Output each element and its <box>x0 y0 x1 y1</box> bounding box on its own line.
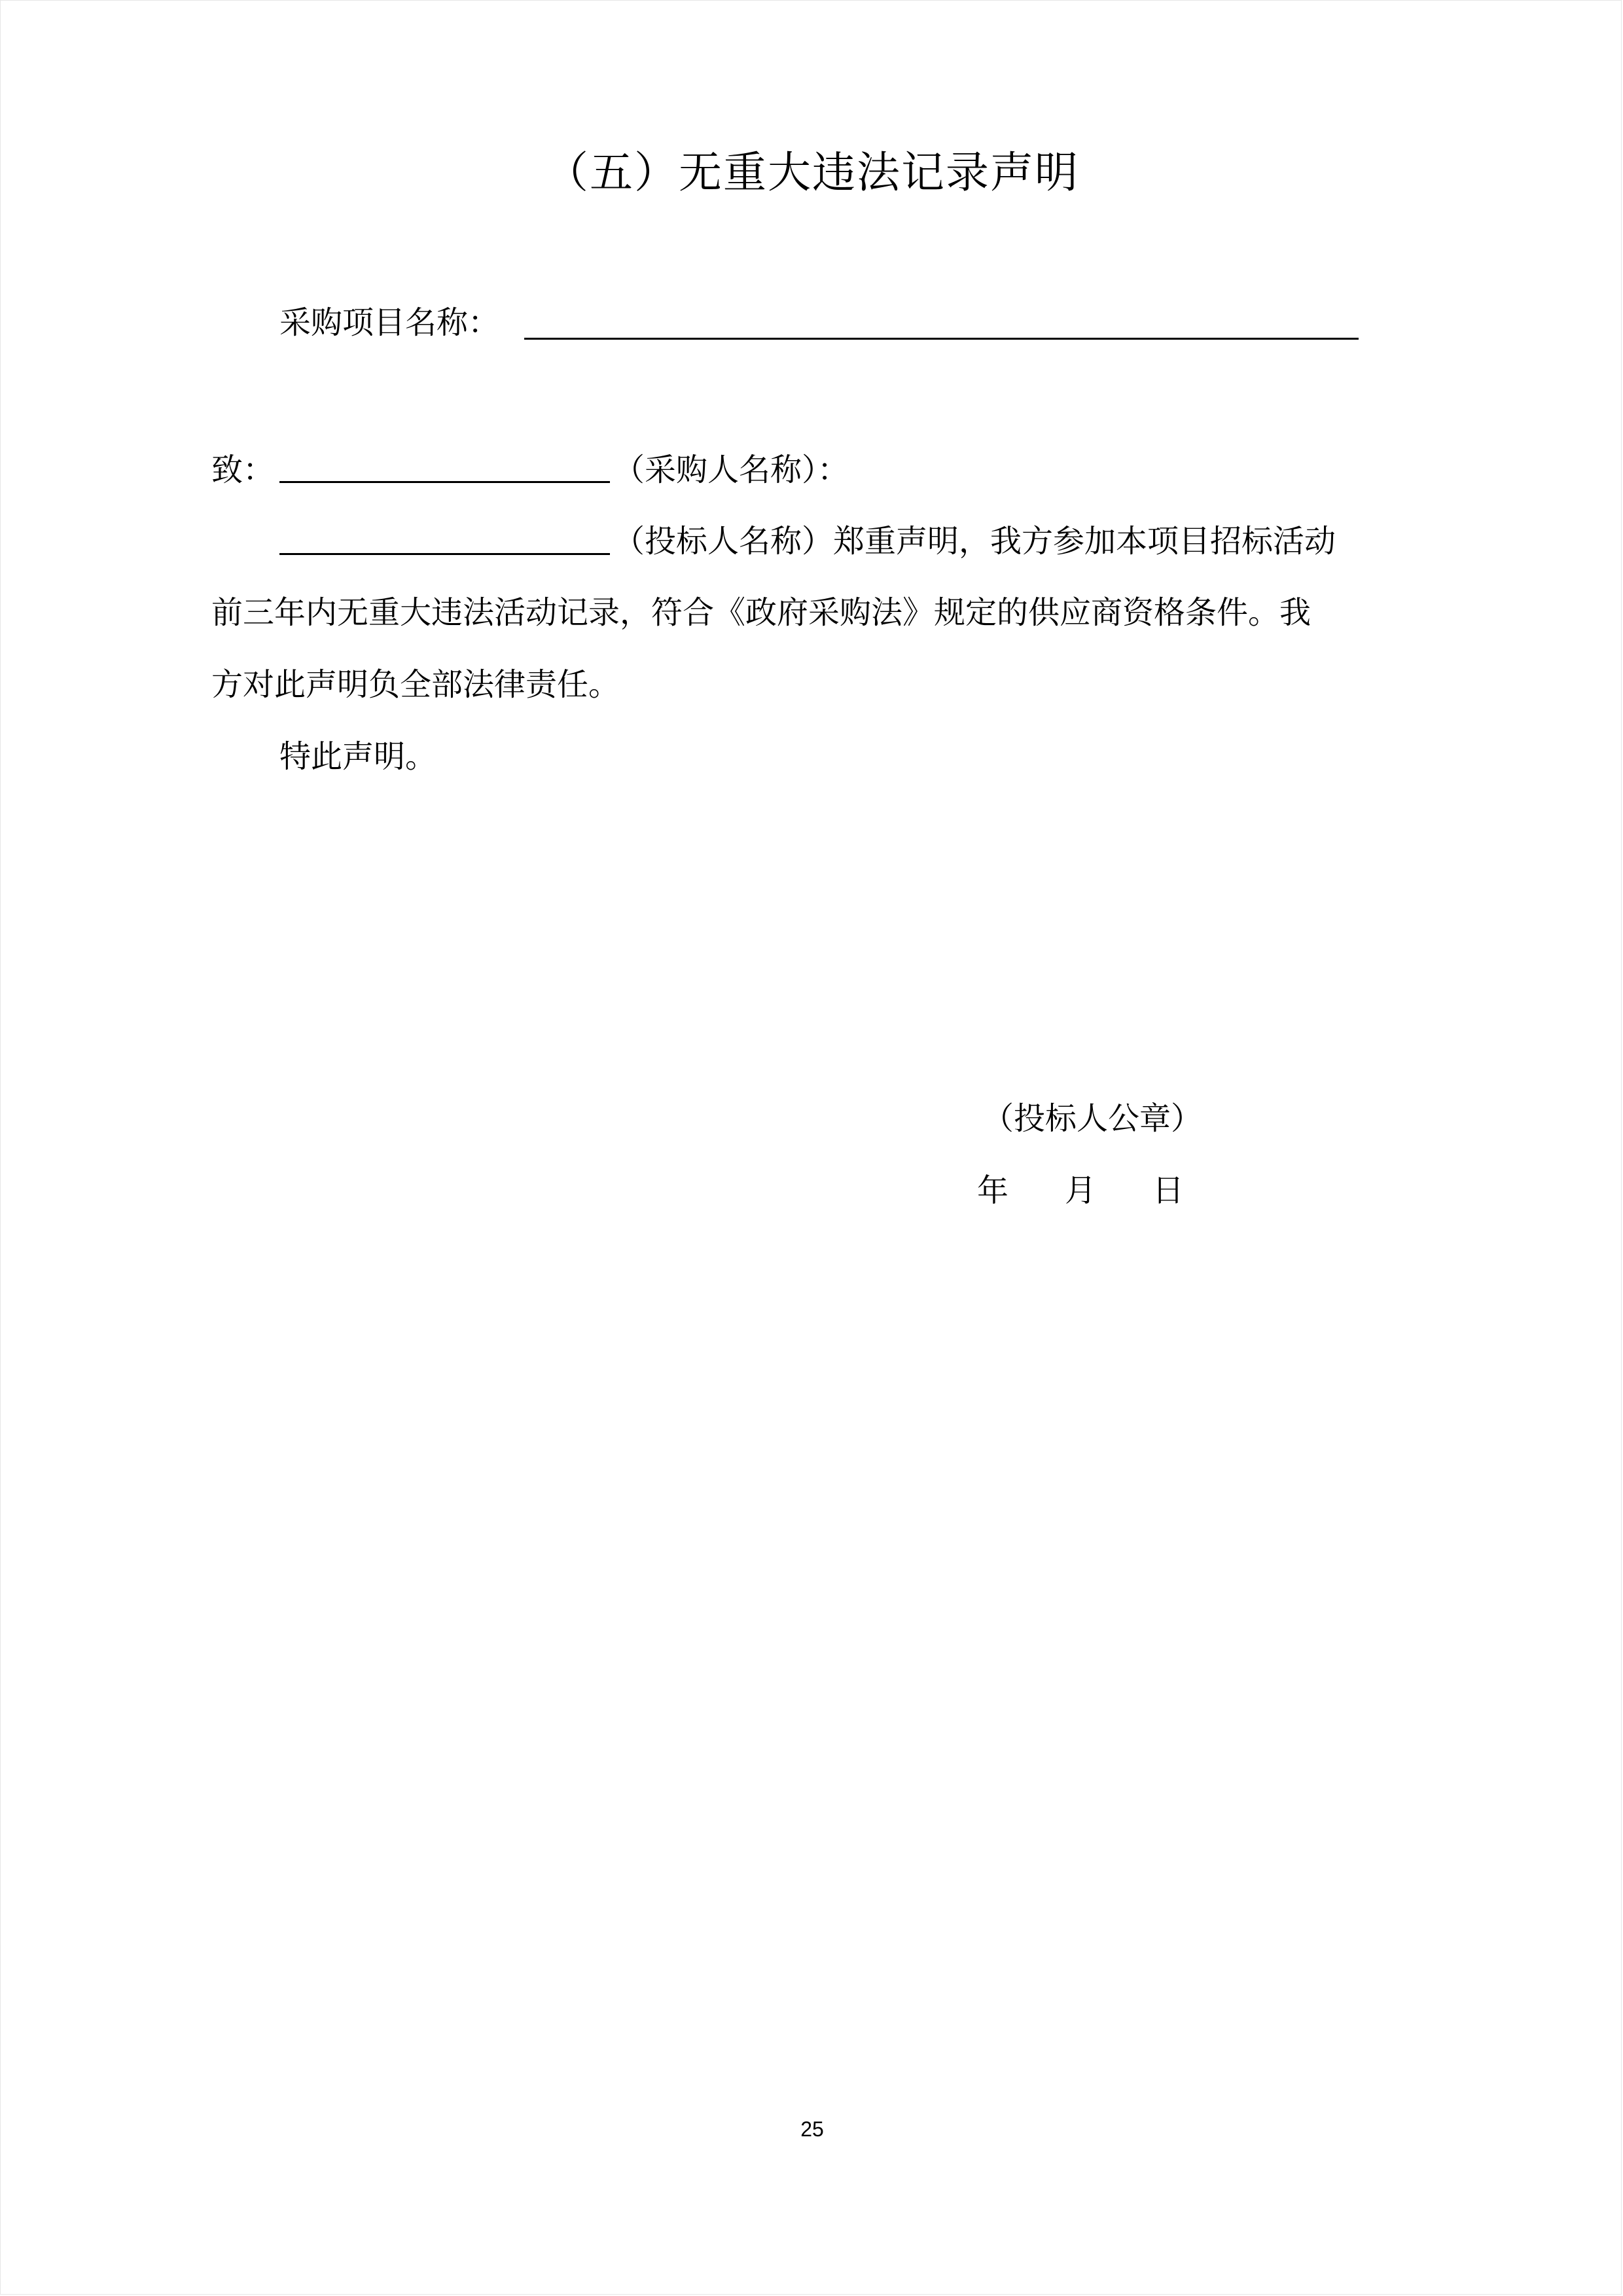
body-line-2: 前三年内无重大违法活动记录，符合《政府采购法》规定的供应商资格条件。我 <box>211 594 1311 631</box>
bidder-name-blank <box>279 553 610 555</box>
bidder-seal-label: （投标人公章） <box>982 1100 1203 1137</box>
document-title: （五）无重大违法记录声明 <box>545 147 1079 198</box>
date-month-label: 月 <box>1065 1172 1097 1209</box>
project-name-label: 采购项目名称： <box>279 304 500 341</box>
project-name-blank <box>524 338 1359 340</box>
closing-statement: 特此声明。 <box>279 738 437 775</box>
purchaser-name-blank <box>279 481 610 483</box>
body-line-1: （投标人名称）郑重声明，我方参加本项目招标活动 <box>613 523 1336 560</box>
date-day-label: 日 <box>1152 1172 1185 1209</box>
addressee-label: 致： <box>211 452 275 488</box>
date-year-label: 年 <box>977 1172 1009 1209</box>
purchaser-name-caption: （采购人名称）： <box>613 452 849 488</box>
body-line-3: 方对此声明负全部法律责任。 <box>211 666 620 703</box>
page-number: 25 <box>800 2117 824 2141</box>
